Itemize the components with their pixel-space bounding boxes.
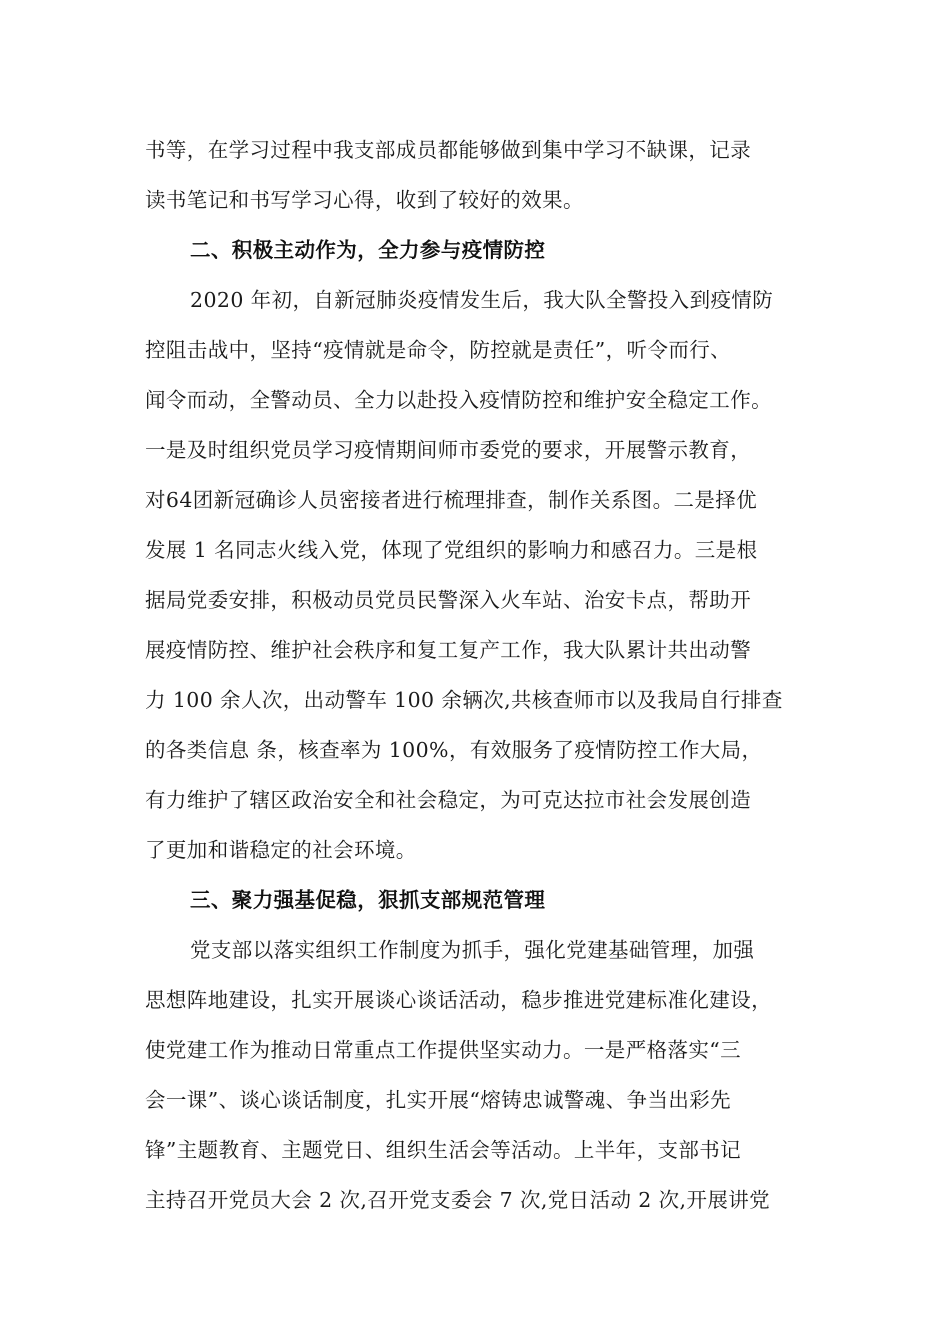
paragraph-line: 有力维护了辖区政治安全和社会稳定，为可克达拉市社会发展创造 <box>145 788 752 812</box>
paragraph-line: 控阻击战中，坚持“疫情就是命令，防控就是责任”，听令而行、 <box>145 338 732 362</box>
paragraph-line: 锋”主题教育、主题党日、组织生活会等活动。上半年，支部书记 <box>145 1138 742 1162</box>
paragraph-line: 一是及时组织党员学习疫情期间师市委党的要求，开展警示教育， <box>145 438 752 462</box>
paragraph-line: 主持召开党员大会 2 次,召开党支委会 7 次,党日活动 2 次,开展讲党 <box>145 1188 771 1212</box>
paragraph-line: 力 100 余人次，出动警车 100 余辆次,共核查师市以及我局自行排查 <box>145 688 783 712</box>
paragraph-line: 的各类信息 条，核查率为 100%，有效服务了疫情防控工作大局， <box>145 738 763 762</box>
paragraph-line: 2020 年初，自新冠肺炎疫情发生后，我大队全警投入到疫情防 <box>190 288 774 312</box>
paragraph-line: 闻令而动，全警动员、全力以赴投入疫情防控和维护安全稳定工作。 <box>145 388 772 412</box>
paragraph-line: 思想阵地建设，扎实开展谈心谈话活动，稳步推进党建标准化建设， <box>145 988 772 1012</box>
paragraph-line: 读书笔记和书写学习心得，收到了较好的效果。 <box>145 188 584 212</box>
paragraph-line: 党支部以落实组织工作制度为抓手，强化党建基础管理，加强 <box>190 938 755 962</box>
paragraph-line: 据局党委安排，积极动员党员民警深入火车站、治安卡点，帮助开 <box>145 588 752 612</box>
section-heading: 三、聚力强基促稳，狠抓支部规范管理 <box>190 888 546 912</box>
paragraph-line: 了更加和谐稳定的社会环境。 <box>145 838 417 862</box>
paragraph-line: 对64团新冠确诊人员密接者进行梳理排查，制作关系图。二是择优 <box>145 488 758 512</box>
section-heading: 二、积极主动作为，全力参与疫情防控 <box>190 238 546 262</box>
paragraph-line: 会一课”、谈心谈话制度，扎实开展“熔铸忠诚警魂、争当出彩先 <box>145 1088 732 1112</box>
paragraph-line: 使党建工作为推动日常重点工作提供坚实动力。一是严格落实“三 <box>145 1038 742 1062</box>
paragraph-line: 展疫情防控、维护社会秩序和复工复产工作，我大队累计共出动警 <box>145 638 752 662</box>
paragraph-line: 书等，在学习过程中我支部成员都能够做到集中学习不缺课，记录 <box>145 138 752 162</box>
paragraph-line: 发展 1 名同志火线入党，体现了党组织的影响力和感召力。三是根 <box>145 538 758 562</box>
